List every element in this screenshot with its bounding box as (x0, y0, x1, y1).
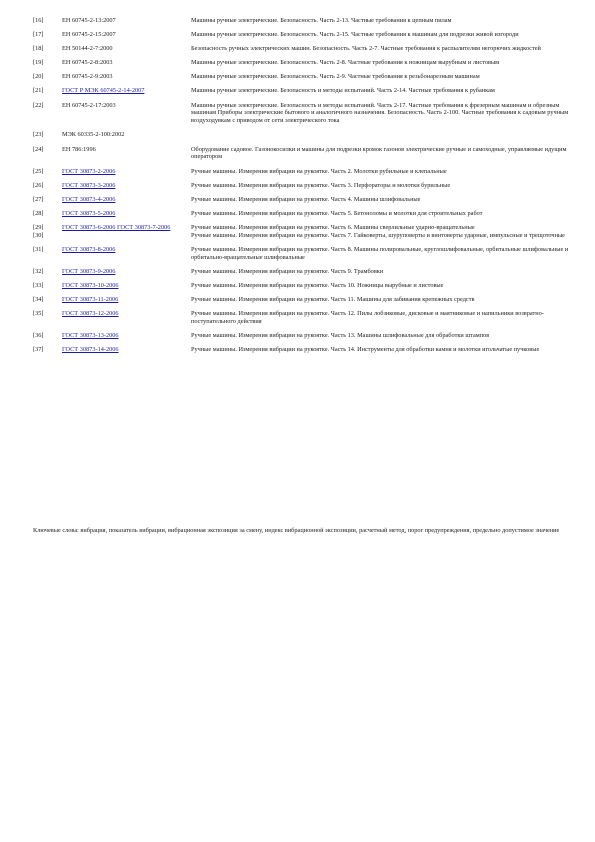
reference-number: [20] (33, 73, 44, 81)
reference-code (62, 59, 191, 67)
reference-number: [31] (33, 245, 44, 253)
reference-code (62, 346, 191, 354)
reference-code (62, 168, 191, 176)
reference-row (33, 45, 573, 53)
reference-row (33, 310, 573, 326)
reference-row (33, 210, 573, 218)
reference-title: Ручные машины. Измерения вибрации на рукоятке. Часть 2. Молотки рубильные и клепальные (191, 167, 447, 175)
standard-link[interactable]: ГОСТ 30873-11-2006 (62, 296, 119, 304)
reference-row (33, 131, 573, 139)
reference-row (33, 31, 573, 39)
reference-number: [27] (33, 195, 44, 203)
standard-code: EH 60745-2-15:2007 (62, 31, 116, 39)
reference-row (33, 296, 573, 304)
reference-title: Ручные машины. Измерения вибрации на рукоятке. Часть 5. Бетоноломы и молотки для строительных работ (191, 209, 483, 217)
reference-row (33, 168, 573, 176)
standard-code: EH 60745-2-13:2007 (62, 17, 116, 24)
standard-link[interactable]: ГОСТ 30873-2-2006 (62, 167, 116, 175)
standard-code: МЭК 60335-2-100:2002 (62, 131, 125, 139)
standard-link[interactable]: ГОСТ 30873-14-2006 (62, 346, 119, 354)
standard-code: EH 786:1996 (62, 145, 96, 153)
reference-title: Ручные машины. Измерения вибрации на рукоятке. Часть 14. Инструменты для обработки камня и молотки игольчатые пучковые (191, 346, 540, 354)
reference-row (33, 146, 573, 162)
standard-link[interactable]: ГОСТ 30873-3-2006 (62, 181, 116, 189)
reference-title: Ручные машины. Измерения вибрации на рукоятке. Часть 9. Трамбовки (191, 267, 384, 275)
reference-code (62, 310, 191, 326)
reference-code (62, 282, 191, 290)
reference-number: [29] [30] (33, 223, 44, 239)
reference-code (62, 296, 191, 304)
standard-link[interactable]: ГОСТ 30873-4-2006 (62, 195, 116, 203)
reference-code (62, 131, 191, 139)
reference-number: [18] (33, 45, 44, 53)
reference-row (33, 182, 573, 190)
standard-link[interactable]: ГОСТ 30873-5-2006 (62, 209, 116, 217)
reference-row (33, 73, 573, 81)
reference-code (62, 210, 191, 218)
reference-code (62, 45, 191, 53)
standard-code: EH 60745-2-17:2003 (62, 101, 116, 109)
reference-code (62, 246, 191, 262)
reference-title: Ручные машины. Измерения вибрации на рукоятке. Часть 6. Машины сверлильные ударно-вращательные Ручные машины. Измерения вибрации на рукоятке. Часть 7. Гайковерты, шуруповерты и винтоверты ударные, импульсные и трещоточные (191, 223, 565, 239)
reference-number: [26] (33, 181, 44, 189)
reference-number: [24] (33, 145, 44, 153)
reference-row (33, 282, 573, 290)
reference-number: [22] (33, 101, 44, 109)
reference-title: Машины ручные электрические. Безопасность. Часть 2-9. Частные требования к резьбонарезным машинам (191, 73, 480, 81)
reference-row (33, 17, 573, 25)
reference-number: [32] (33, 267, 44, 275)
reference-number: [25] (33, 167, 44, 175)
reference-row (33, 59, 573, 67)
reference-code (62, 182, 191, 190)
standard-link[interactable]: ГОСТ 30873-12-2006 (62, 310, 119, 318)
standard-code: EH 60745-2-9:2003 (62, 73, 113, 81)
standard-link[interactable]: ГОСТ 30873-8-2006 (62, 245, 116, 253)
reference-title: Ручные машины. Измерения вибрации на рукоятке. Часть 4. Машины шлифовальные (191, 195, 421, 203)
reference-number: [21] (33, 87, 44, 95)
reference-title: Ручные машины. Измерения вибрации на рукоятке. Часть 3. Перфораторы и молотки бурильные (191, 181, 451, 189)
reference-code (62, 87, 191, 95)
reference-number: [16] (33, 17, 44, 24)
reference-title (191, 131, 573, 139)
standard-code: EH 50144-2-7:2000 (62, 45, 113, 53)
reference-code (62, 31, 191, 39)
reference-code (62, 224, 191, 240)
reference-title: Ручные машины. Измерения вибрации на рукоятке. Часть 8. Машины полировальные, круглошлифовальные, орбитальные шлифовальные и орбитально-вращательные шлифовальные (191, 245, 569, 261)
reference-code (62, 332, 191, 340)
standard-code: EH 60745-2-8:2003 (62, 59, 113, 67)
reference-code (62, 196, 191, 204)
reference-code (62, 268, 191, 276)
reference-row (33, 196, 573, 204)
reference-number: [28] (33, 209, 44, 217)
reference-number: [33] (33, 282, 44, 290)
keywords-paragraph: Ключевые слова: вибрация, показатель вибрации, вибрационная экспозиция за смену, индекс вибрационной экспозиции, расчетный метод, порог предупреждения, предельно допустимое значение (33, 527, 560, 534)
reference-title: Машины ручные электрические. Безопасность и методы испытаний. Часть 2-17. Частные требования к фрезерным машинам и обрезным машинам Приборы электрические бытового и аналогичного назначения. Безопасность. Часть 2-100. Частные требования к садовым ручным воздуходувкам с приводом от сети электрического тока (191, 101, 569, 125)
standard-link[interactable]: ГОСТ 30873-6-2006 ГОСТ 30873-7-2006 (62, 223, 171, 231)
reference-number: [37] (33, 346, 44, 354)
reference-number: [17] (33, 31, 44, 39)
reference-row (33, 87, 573, 95)
reference-code (62, 102, 191, 126)
reference-number: [34] (33, 296, 44, 304)
reference-row (33, 332, 573, 340)
reference-number: [36] (33, 332, 44, 340)
reference-title: Машины ручные электрические. Безопасность. Часть 2-13. Частные требования к цепным пилам (191, 17, 452, 24)
reference-code (62, 146, 191, 162)
reference-code (62, 73, 191, 81)
standard-link[interactable]: ГОСТ 30873-10-2006 (62, 282, 119, 290)
reference-number: [19] (33, 59, 44, 67)
reference-code (62, 17, 191, 25)
reference-title: Безопасность ручных электрических машин. Безопасность. Часть 2-7. Частные требования к распылителям негорючих жидкостей (191, 45, 541, 53)
reference-title: Ручные машины. Измерения вибрации на рукоятке. Часть 12. Пилы лобзиковые, дисковые и маятниковые и напильники возвратно-поступательного действия (191, 310, 544, 326)
reference-title: Ручные машины. Измерения вибрации на рукоятке. Часть 10. Ножницы вырубные и листовые (191, 282, 444, 290)
standard-link[interactable]: ГОСТ 30873-9-2006 (62, 267, 116, 275)
reference-row (33, 346, 573, 354)
reference-row (33, 246, 573, 262)
reference-number: [35] (33, 310, 44, 318)
standard-link[interactable]: ГОСТ Р МЭК 60745-2-14-2007 (62, 87, 145, 95)
references-list (33, 17, 573, 360)
reference-title: Ручные машины. Измерения вибрации на рукоятке. Часть 13. Машины шлифовальные для обработки штампов (191, 332, 490, 340)
standard-link[interactable]: ГОСТ 30873-13-2006 (62, 332, 119, 340)
reference-title: Ручные машины. Измерения вибрации на рукоятке. Часть 11. Машины для забивания крепежных средств (191, 296, 475, 304)
reference-number: [23] (33, 131, 44, 139)
reference-row (33, 224, 573, 240)
reference-title: Оборудование садовое. Газонокосилки и машины для подрезки кромок газонов электрические ручные и самоходные, управляемые идущим оператором (191, 145, 567, 161)
reference-row (33, 268, 573, 276)
reference-row (33, 102, 573, 126)
reference-title: Машины ручные электрические. Безопасность. Часть 2-8. Частные требования к ножницам вырубным и листовым (191, 59, 500, 67)
reference-title: Машины ручные электрические. Безопасность и методы испытаний. Часть 2-14. Частные требования к рубанкам (191, 87, 495, 95)
reference-title: Машины ручные электрические. Безопасность. Часть 2-15. Частные требования к машинам для подрезки живой изгороди (191, 31, 519, 39)
